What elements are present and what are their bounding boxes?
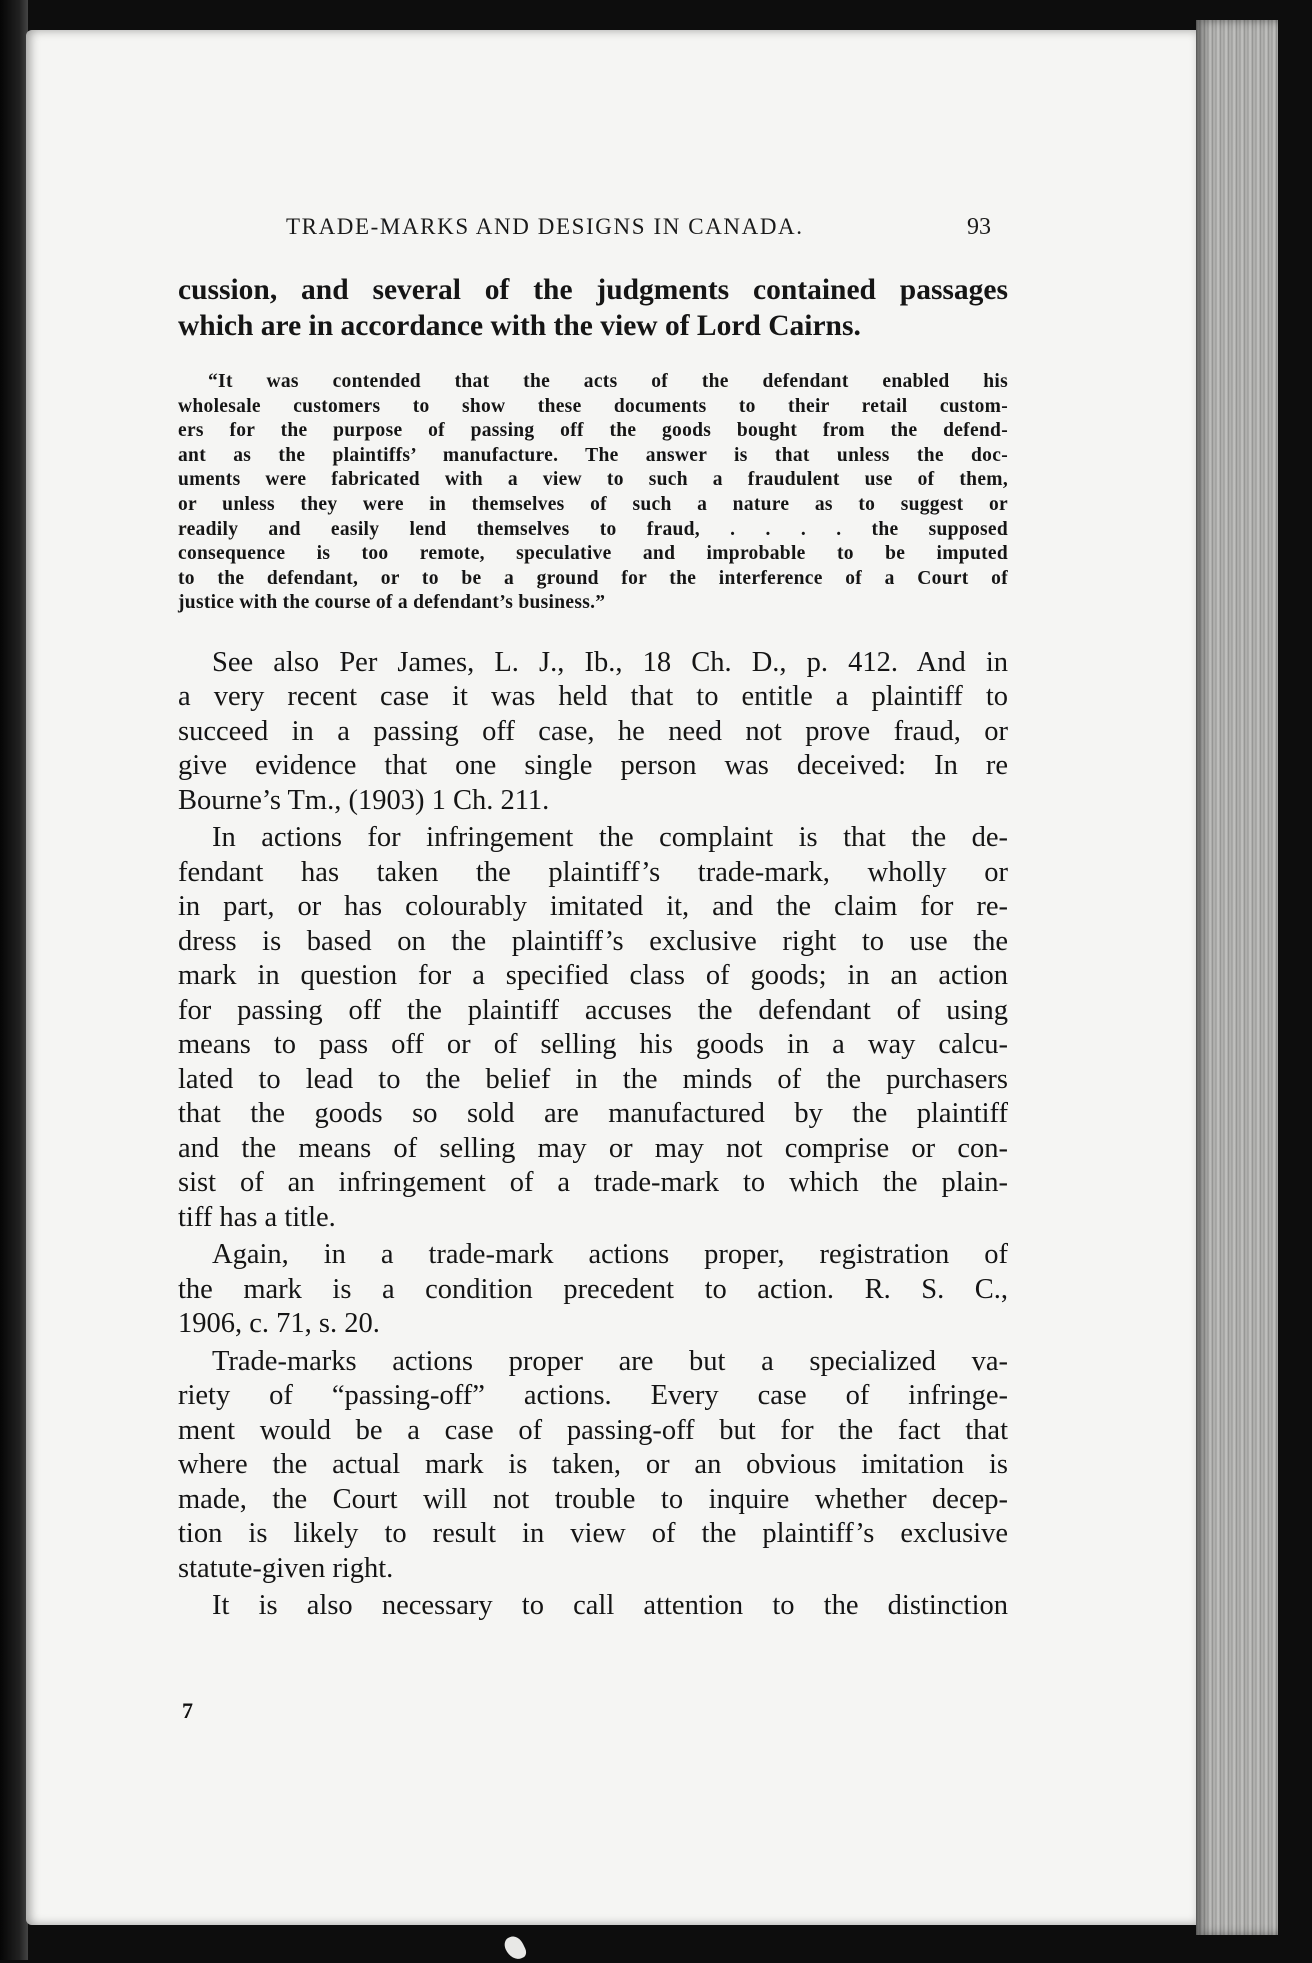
text-block <box>178 272 1008 1624</box>
text-line: Bourne’s Tm., (1903) 1 Ch. 211. <box>178 784 550 816</box>
quote-line: ers for the purpose of passing off the goods bought from the defend- <box>178 420 1008 442</box>
text-line: mark in question for a specified class of goods; in an action <box>178 960 1008 992</box>
text-line: in part, or has colourably imitated it, and the claim for re- <box>178 891 1008 923</box>
scan-artifact <box>502 1933 528 1962</box>
quote-line: “It was contended that the acts of the defendant enabled his <box>208 371 1008 392</box>
body-text <box>178 646 1008 1624</box>
text-line: sist of an infringement of a trade-mark to which the plain- <box>178 1167 1008 1199</box>
text-line: which are in accordance with the view of Lord Cairns. <box>178 310 861 342</box>
quote-line: readily and easily lend themselves to fraud, . . . . the supposed <box>178 518 1008 540</box>
paragraph-passing-off <box>178 1345 1008 1587</box>
text-line: and the means of selling may or may not comprise or con- <box>178 1132 1008 1164</box>
text-line: cussion, and several of the judgments contained passages <box>178 274 1008 306</box>
quote-line: to the defendant, or to be a ground for the interference of a Court of <box>178 567 1008 589</box>
paragraph-distinction <box>178 1589 1008 1624</box>
paragraph-see-also <box>178 646 1008 819</box>
text-line: riety of “passing-off” actions. Every case of infringe- <box>178 1380 1008 1412</box>
text-line: In actions for infringement the complaint is that the de- <box>212 822 1008 854</box>
text-line: a very recent case it was held that to entitle a plaintiff to <box>178 681 1008 713</box>
signature-mark: 7 <box>182 1698 193 1723</box>
quote-line: ant as the plaintiffs’ manufacture. The answer is that unless the doc- <box>178 444 1008 466</box>
text-line: See also Per James, L. J., Ib., 18 Ch. D., p. 412. And in <box>212 646 1008 678</box>
paragraph-registration <box>178 1238 1008 1342</box>
running-head <box>286 214 991 242</box>
text-line: dress is based on the plaintiff’s exclusive right to use the <box>178 925 1008 957</box>
continued-paragraph <box>178 272 1008 344</box>
text-line: tion is likely to result in view of the plaintiff’s exclusive <box>178 1518 1008 1550</box>
quote-line: uments were fabricated with a view to such a fraudulent use of them, <box>178 469 1008 491</box>
text-line: It is also necessary to call attention to the distinction <box>212 1590 1008 1622</box>
text-line: give evidence that one single person was deceived: In re <box>178 750 1008 782</box>
text-line: statute-given right. <box>178 1552 394 1584</box>
running-head-title: TRADE-MARKS AND DESIGNS IN CANADA. <box>286 214 804 239</box>
text-line: Trade-marks actions proper are but a specialized va- <box>212 1345 1008 1377</box>
text-line: the mark is a condition precedent to action. R. S. C., <box>178 1273 1008 1305</box>
page-number: 93 <box>967 214 991 240</box>
text-line: Again, in a trade-mark actions proper, registration of <box>212 1239 1008 1271</box>
block-quote <box>178 370 1008 616</box>
quote-line: wholesale customers to show these documents to their retail custom- <box>178 395 1008 417</box>
page-edges <box>1196 20 1278 1935</box>
text-line: lated to lead to the belief in the minds of the purchasers <box>178 1063 1008 1095</box>
text-line: fendant has taken the plaintiff’s trade-mark, wholly or <box>178 856 1008 888</box>
quote-line: or unless they were in themselves of such a nature as to suggest or <box>178 493 1008 515</box>
quote-line: consequence is too remote, speculative and improbable to be imputed <box>178 543 1008 565</box>
text-line: tiff has a title. <box>178 1201 336 1233</box>
text-line: succeed in a passing off case, he need not prove fraud, or <box>178 715 1008 747</box>
text-line: for passing off the plaintiff accuses the defendant of using <box>178 994 1008 1026</box>
text-line: ment would be a case of passing-off but for the fact that <box>178 1414 1008 1446</box>
text-line: means to pass off or of selling his goods in a way calcu- <box>178 1029 1008 1061</box>
text-line: that the goods so sold are manufactured by the plaintiff <box>178 1098 1008 1130</box>
paragraph-infringement <box>178 821 1008 1235</box>
text-line: made, the Court will not trouble to inquire whether decep- <box>178 1483 1008 1515</box>
text-line: 1906, c. 71, s. 20. <box>178 1308 380 1340</box>
binding-shadow <box>0 0 28 1960</box>
text-line: where the actual mark is taken, or an obvious imitation is <box>178 1449 1008 1481</box>
quote-line: justice with the course of a defendant’s business.” <box>178 592 606 614</box>
